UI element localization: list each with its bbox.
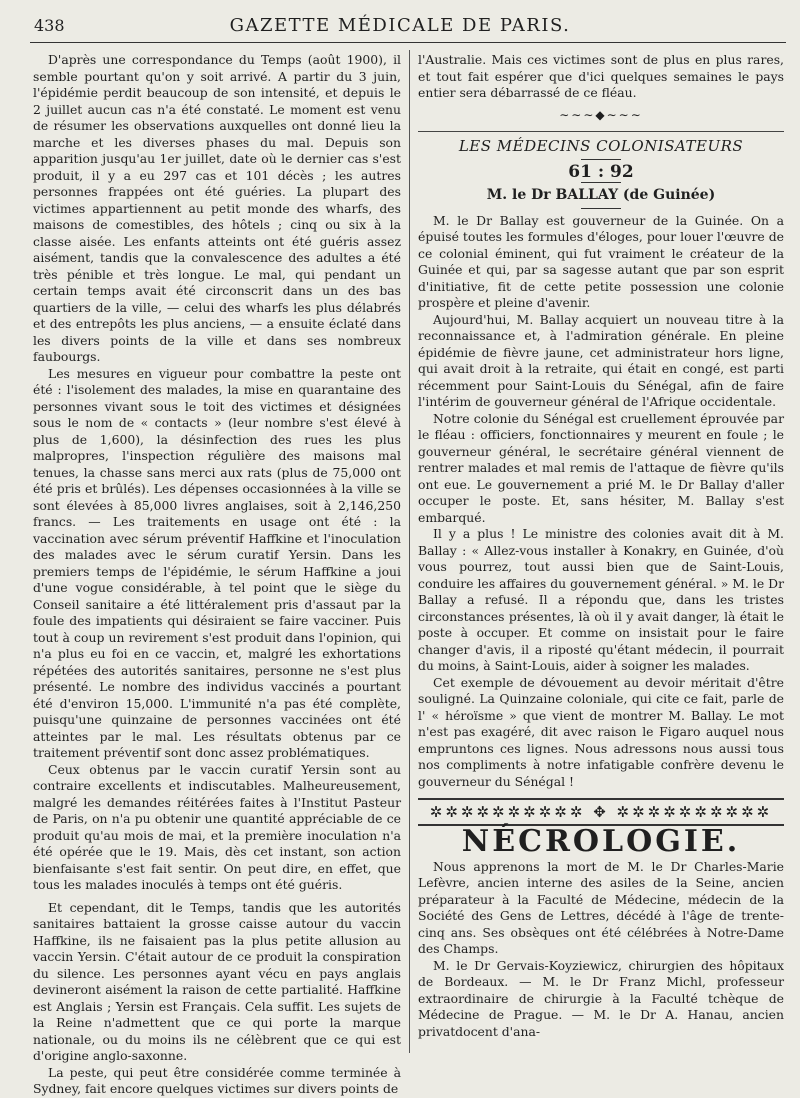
paragraph: Aujourd'hui, M. Ballay acquiert un nouveau titre à la reconnaissance et, à l'admiration générale. En pleine épidémie de fièvre jaune, cet administrateur hors ligne, qui avait droit à la retraite, qui était en congé, est parti récemment pour Saint-Louis du Sénégal, afin de faire l'intérim de gouverneur général de l'Afrique occidentale. [418, 311, 784, 409]
necrologie-title: NÉCROLOGIE. [461, 824, 741, 859]
ornament-divider: ∼∼∼◆∼∼∼ [559, 107, 643, 122]
section-subtitle: M. le Dr BALLAY (de Guinée) [486, 187, 716, 203]
paragraph: Et cependant, dit le Temps, tandis que les autorités sanitaires battaient la grosse caisse autour du vaccin Haffkine, ils ne faisaient pas la plus petite allusion au vaccin Yersin. C'était autour de ce produit la conspiration du silence. Les personnes ayant vécu en pays anglais devineront aisément la raison de cette partialité. Haffkine est Anglais ; Yersin est Français. Cela suffit. Les sujets de la Reine n'admettent que ce qui porte la marque nationale, ou du moins ils ne célèbrent que ce qui est d'origine anglo-saxonne. [33, 899, 401, 1063]
paragraph: D'après une correspondance du Temps (août 1900), il semble pourtant qu'on y soit arrivé. A partir du 3 juin, l'épidémie perdit beaucoup de son intensité, et depuis le 2 juillet aucun cas n'a été constaté. Le moment est venu de résumer les observations auxquelles ont donné lieu la marche et les diverses phases du mal. Depuis son apparition jusqu'au 1er juillet, date où le dernier cas s'est produit, il y a eu 297 cas et 101 décès ; les autres personnes frappées ont été guéries. La plupart des victimes appartiennent au petit monde des wharfs, des maisons de comestibles, des hôtels ; cinq ou six à la classe aisée. Les enfants atteints ont été guéris assez aisément, tandis que la convalescence des adultes a été très pénible et très longue. Le mal, qui pendant un certain temps avait été circonscrit dans un des bas quartiers de la ville, — celui des wharfs les plus délabrés et des entrepôts les plus anciens, — a ensuite éclaté dans les divers points de la ville et dans ses nombreux faubourgs. [33, 52, 401, 364]
section-number: 61 : 92 [568, 161, 634, 182]
paragraph: La peste, qui peut être considérée comme terminée à Sydney, fait encore quelques victimes sur divers points de [33, 1064, 401, 1096]
right-column [418, 52, 784, 1040]
paragraph: Notre colonie du Sénégal est cruellement éprouvée par le fléau : officiers, fonctionnaires y meurent en foule ; le gouverneur général, le secrétaire général viennent de rentrer malades et mal remis de l'attaque de fièvre qu'ils ont eue. Le gouvernement a prié M. le Dr Ballay d'aller occuper le poste. Et, sans hésiter, M. Ballay s'est embarqué. [418, 410, 784, 525]
decorative-border: ✲✲✲✲✲✲✲✲✲✲ ✥ ✲✲✲✲✲✲✲✲✲✲ [418, 798, 784, 826]
paragraph: Les mesures en vigueur pour combattre la peste ont été : l'isolement des malades, la mise en quarantaine des personnes vivant sous le toit des victimes et désignées sous le nom de « contacts » (leur nombre s'est élevé à plus de 1,600), la désinfection des rues les plus malpropres, l'inspection régulière des maisons mal tenues, la chasse sans merci aux rats (plus de 75,000 ont été pris et brûlés). Les dépenses occasionnées à la ville se sont élevées à 85,000 livres anglaises, soit à 2,146,250 francs. — Les traitements en usage ont été : la vaccination avec sérum préventif Haffkine et l'inoculation des malades avec le sérum curatif Yersin. Dans les premiers temps de l'épidémie, le sérum Haffkine a joui d'une vogue considérable, à tel point que le siège du Conseil sanitaire a été littéralement pris d'assaut par la foule des impatients qui désiraient se faire vacciner. Puis tout à coup un revirement s'est produit dans l'opinion, qui n'a plus eu foi en ce vaccin, et, malgré les exhortations répétées des autorités sanitaires, personne ne s'est plus présenté. Le nombre des individus vaccinés a pourtant été d'environ 15,000. L'immunité n'a pas été complète, puisqu'une quinzaine de personnes vaccinées ont été atteintes par le mal. Les résultats obtenus par ce traitement préventif sont donc assez problématiques. [33, 365, 401, 760]
paragraph: Ceux obtenus par le vaccin curatif Yersin sont au contraire excellents et indiscutables. Malheureusement, malgré les demandes réitérées faites à l'Institut Pasteur de Paris, on n'a pu obtenir une quantité appréciable de ce produit qu'au mois de mai, et la première inoculation n'a été opérée que le 19. Mais, dès cet instant, son action bienfaisante s'est fait sentir. On peut dire, en effet, que tous les malades inoculés à temps ont été guéris. [33, 761, 401, 892]
page-header [0, 0, 800, 46]
small-rule [581, 182, 621, 183]
small-rule [581, 208, 621, 209]
paragraph: Il y a plus ! Le ministre des colonies avait dit à M. Ballay : « Allez-vous installer à Konakry, en Guinée, d'où vous pourrez, tout aussi bien que de Saint-Louis, conduire les affaires du gouvernement général. » M. le Dr Ballay a refusé. Il a répondu que, dans les tristes circonstances présentes, là où il y avait danger, là était le poste à occuper. Et comme on insistait pour le faire changer d'avis, il a riposté qu'étant médecin, il pourrait du moins, à Saint-Louis, aider à soigner les malades. [418, 526, 784, 673]
journal-title: GAZETTE MÉDICALE DE PARIS. [229, 15, 571, 36]
column-divider [409, 50, 410, 1053]
paragraph: M. le Dr Gervais-Koyziewicz, chirurgien des hôpitaux de Bordeaux. — M. le Dr Franz Michl, professeur extraordinaire de chirurgie à la Faculté tchèque de Médecine de Prague. — M. le Dr A. Hanau, ancien privatdocent d'ana- [418, 957, 784, 1039]
paragraph: M. le Dr Ballay est gouverneur de la Guinée. On a épuisé toutes les formules d'éloges, pour louer l'œuvre de ce colonial éminent, qui fut vraiment le créateur de la Guinée et qui, par sa sagesse autant que par son esprit d'initiative, fit de cette petite possession une colonie prospère et pleine d'avenir. [418, 212, 784, 310]
paragraph: Nous apprenons la mort de M. le Dr Charles-Marie Lefèvre, ancien interne des asiles de la Seine, ancien préparateur à la Faculté de Médecine, médecin de la Société des Gens de Lettres, décédé à l'âge de trente-cinq ans. Ses obsèques ont été célébrées à Notre-Dame des Champs. [418, 858, 784, 956]
page-number: 438 [34, 16, 65, 35]
paragraph: Cet exemple de dévouement au devoir méritait d'être souligné. La Quinzaine coloniale, qui cite ce fait, parle de l' « héroïsme » que vient de montrer M. Ballay. Le mot n'est pas exagéré, dit avec raison le Figaro auquel nous empruntons ces lignes. Nous adressons nous aussi tous nos compliments à notre infatigable confrère devenu le gouverneur du Sénégal ! [418, 674, 784, 789]
left-column [33, 52, 401, 1098]
small-rule [581, 159, 621, 160]
paragraph: l'Australie. Mais ces victimes sont de plus en plus rares, et tout fait espérer que d'ici quelques semaines le pays entier sera débarrassé de ce fléau. [418, 52, 784, 100]
section-rule [418, 131, 784, 132]
section-title: LES MÉDECINS COLONISATEURS [458, 137, 744, 155]
header-rule [30, 42, 786, 43]
